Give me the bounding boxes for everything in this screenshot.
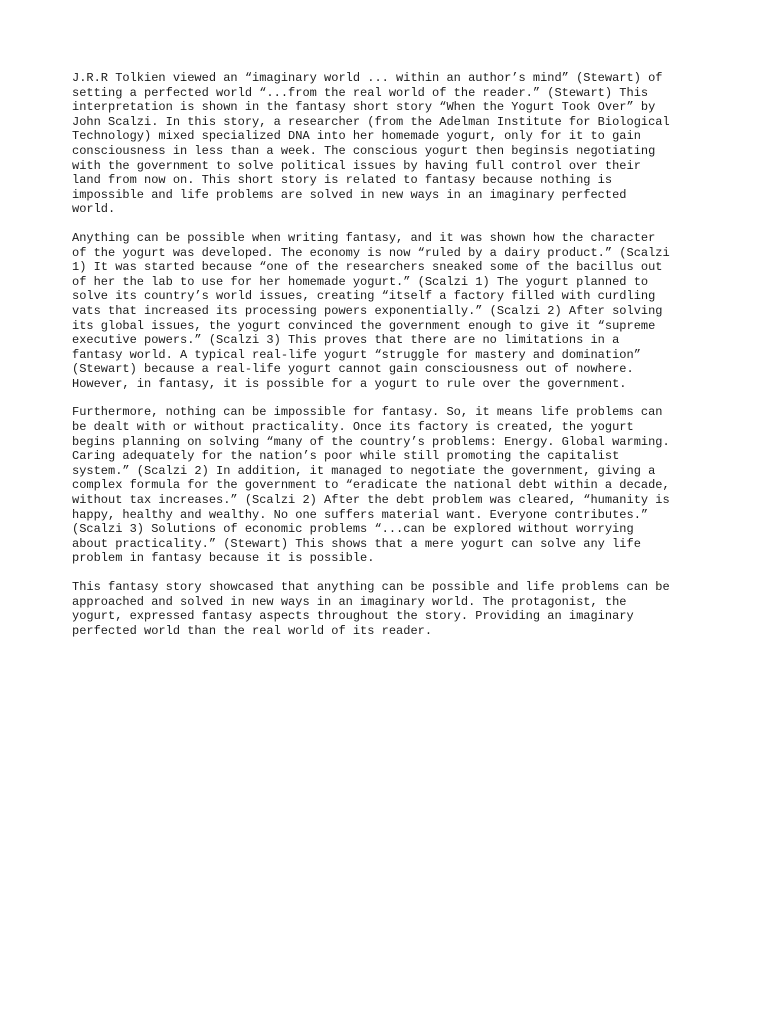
text-line: begins planning on solving “many of the country’s problems: Energy. Global warming.	[72, 434, 670, 449]
paragraph-4	[72, 580, 702, 638]
text-line: land from now on. This short story is related to fantasy because nothing is	[72, 173, 613, 188]
text-line: world.	[72, 202, 116, 217]
text-line: Technology) mixed specialized DNA into her homemade yogurt, only for it to gain	[72, 129, 641, 144]
text-line: 1) It was started because “one of the researchers sneaked some of the bacillus out	[72, 260, 663, 275]
text-line: happy, healthy and wealthy. No one suffers material want. Everyone contributes.”	[72, 507, 649, 522]
paragraph-1	[72, 71, 702, 217]
text-line: fantasy world. A typical real-life yogurt “struggle for mastery and domination”	[72, 347, 641, 362]
text-line: of the yogurt was developed. The economy is now “ruled by a dairy product.” (Scalzi	[72, 245, 670, 260]
text-line: about practicality.” (Stewart) This shows that a mere yogurt can solve any life	[72, 536, 641, 551]
paragraph-2	[72, 231, 702, 392]
text-line: Anything can be possible when writing fantasy, and it was shown how the character	[72, 230, 656, 245]
text-line: approached and solved in new ways in an imaginary world. The protagonist, the	[72, 594, 627, 609]
text-line: perfected world than the real world of its reader.	[72, 623, 433, 638]
text-line: be dealt with or without practicality. Once its factory is created, the yogurt	[72, 420, 634, 435]
text-line: system.” (Scalzi 2) In addition, it managed to negotiate the government, giving a	[72, 463, 656, 478]
text-line: executive powers.” (Scalzi 3) This proves that there are no limitations in a	[72, 333, 620, 348]
text-line: consciousness in less than a week. The conscious yogurt then beginsis negotiating	[72, 143, 656, 158]
text-line: of her the lab to use for her homemade yogurt.” (Scalzi 1) The yogurt planned to	[72, 274, 649, 289]
text-line: without tax increases.” (Scalzi 2) After the debt problem was cleared, “humanity is	[72, 493, 670, 508]
text-line: Furthermore, nothing can be impossible for fantasy. So, it means life problems can	[72, 405, 663, 420]
text-line: setting a perfected world “...from the real world of the reader.” (Stewart) This	[72, 85, 649, 100]
text-line: its global issues, the yogurt convinced the government enough to give it “supreme	[72, 318, 656, 333]
text-line: John Scalzi. In this story, a researcher (from the Adelman Institute for Biological	[72, 114, 670, 129]
text-line: This fantasy story showcased that anything can be possible and life problems can be	[72, 580, 670, 594]
text-line: vats that increased its processing powers exponentially.” (Scalzi 2) After solving	[72, 303, 663, 318]
text-line: Caring adequately for the nation’s poor while still promoting the capitalist	[72, 449, 620, 464]
text-line: with the government to solve political issues by having full control over their	[72, 158, 641, 173]
text-line: (Scalzi 3) Solutions of economic problems “...can be explored without worrying	[72, 522, 634, 537]
document-page	[72, 71, 702, 652]
paragraph-3	[72, 405, 702, 566]
text-line: problem in fantasy because it is possible.	[72, 551, 375, 566]
text-line: J.R.R Tolkien viewed an “imaginary world ... within an author’s mind” (Stewart) of	[72, 71, 663, 85]
text-line: However, in fantasy, it is possible for a yogurt to rule over the government.	[72, 376, 627, 391]
text-line: impossible and life problems are solved in new ways in an imaginary perfected	[72, 187, 627, 202]
text-line: (Stewart) because a real-life yogurt cannot gain consciousness out of nowhere.	[72, 362, 634, 377]
text-line: complex formula for the government to “eradicate the national debt within a decade,	[72, 478, 670, 493]
text-line: yogurt, expressed fantasy aspects throughout the story. Providing an imaginary	[72, 609, 634, 624]
text-line: solve its country’s world issues, creating “itself a factory filled with curdling	[72, 289, 656, 304]
text-line: interpretation is shown in the fantasy short story “When the Yogurt Took Over” by	[72, 100, 656, 115]
